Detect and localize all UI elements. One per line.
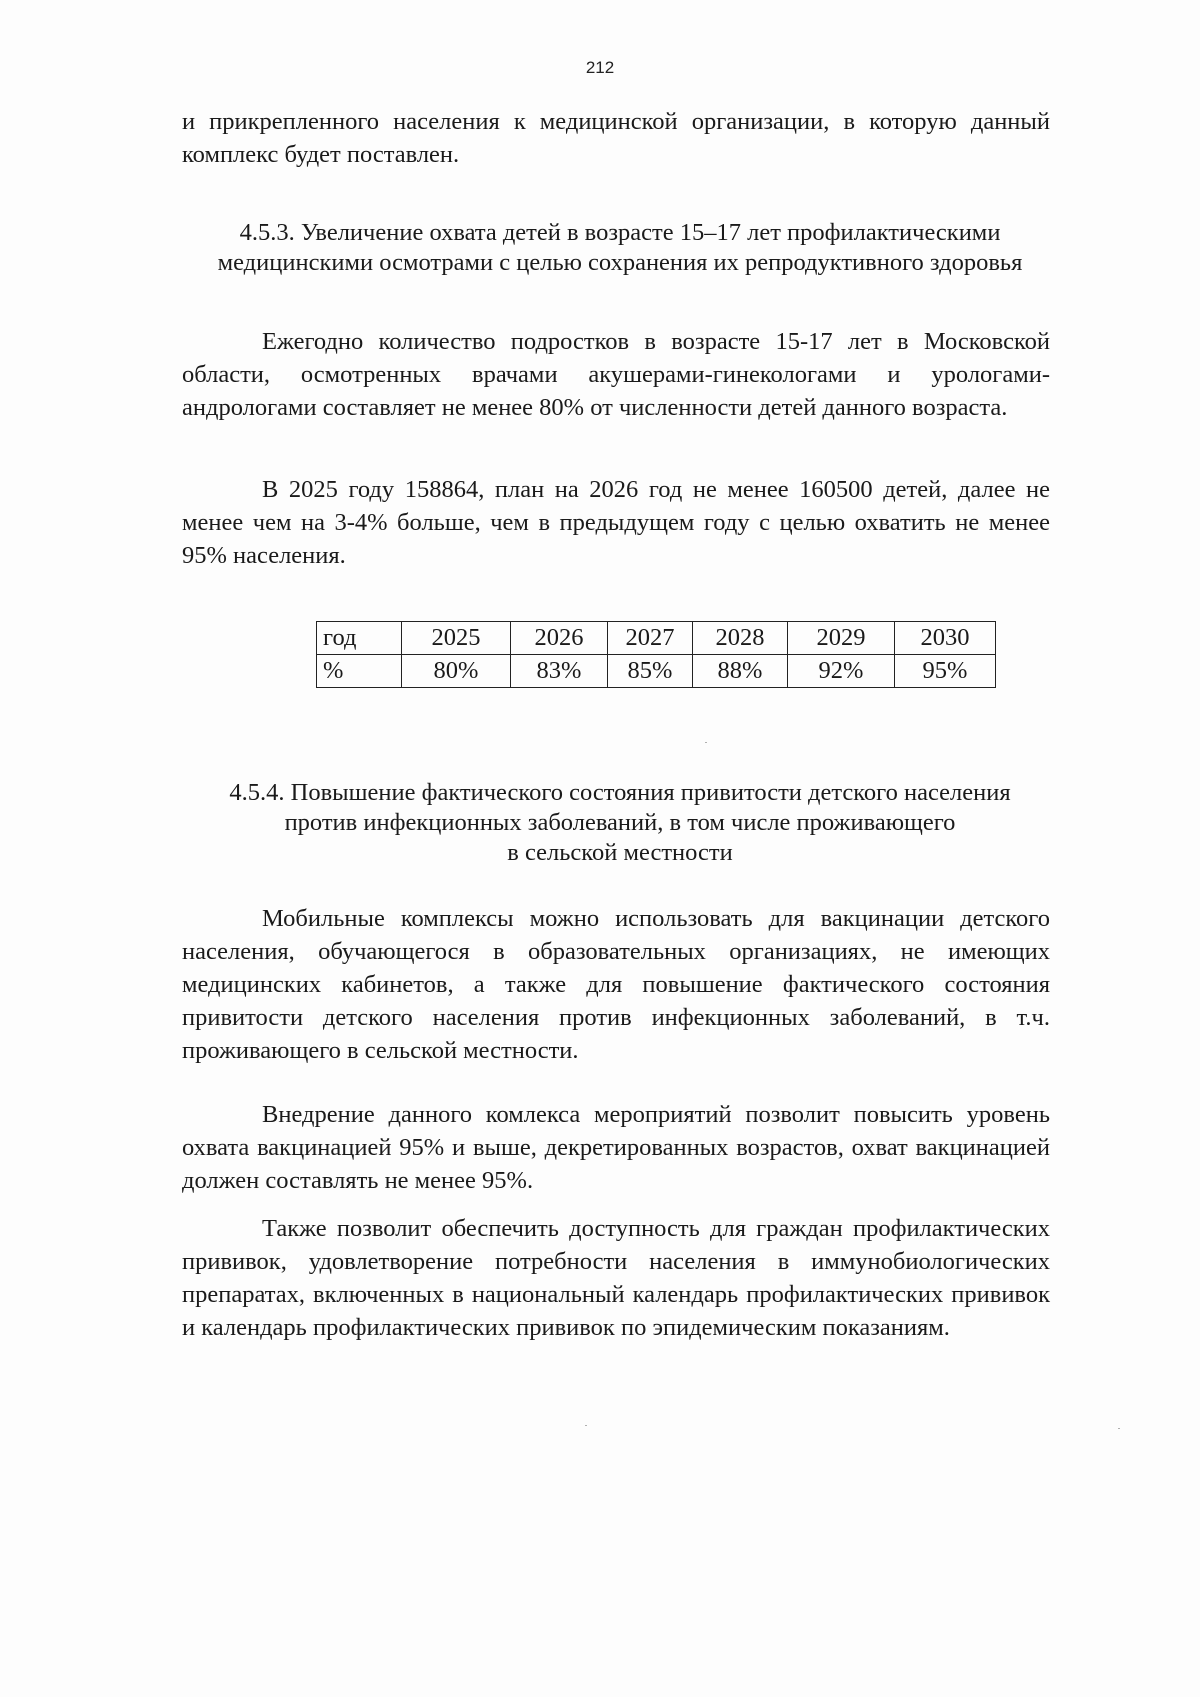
table-cell: 92% [788, 655, 895, 688]
table-cell: 2026 [511, 622, 608, 655]
section-454-paragraph-1: Мобильные комплексы можно использовать для вакцинации детского населения, обучающегося в образовательных организациях, не имеющих медицинских кабинетов, а также для повышение фактического состояния привитости детского населения против инфекционных заболеваний, в т.ч. проживающего в сельской местности. [182, 905, 1050, 1064]
table-cell: 80% [402, 655, 511, 688]
table-cell: 85% [608, 655, 693, 688]
section-453-heading-line1: 4.5.3. Увеличение охвата детей в возрасте 15–17 лет профилактическими [239, 219, 1001, 246]
scan-speck [1118, 1428, 1120, 1429]
table-cell: 2029 [788, 622, 895, 655]
section-453-paragraph-1: Ежегодно количество подростков в возрасте 15-17 лет в Московской области, осмотренных врачами акушерами-гинекологами и урологами-андрологами составляет не менее 80% от численности детей данного возраста. [182, 328, 1050, 421]
section-454-paragraph-3: Также позволит обеспечить доступность для граждан профилактических прививок, удовлетворение потребности населения в иммунобиологических препаратах, включенных в национальный календарь профилактических прививок и календарь профилактических прививок по эпидемическим показаниям. [182, 1215, 1050, 1341]
scan-speck [585, 1425, 587, 1426]
intro-paragraph-text: и прикрепленного населения к медицинской организации, в которую данный комплекс будет поставлен. [182, 108, 1050, 168]
section-453-paragraph-2: В 2025 году 158864, план на 2026 год не менее 160500 детей, далее не менее чем на 3-4% больше, чем в предыдущем году с целью охватить не менее 95% населения. [182, 476, 1050, 569]
table-row [317, 655, 996, 688]
intro-paragraph [182, 105, 1050, 171]
scan-speck [705, 742, 707, 743]
table-header-row [317, 622, 996, 655]
table-cell: 83% [511, 655, 608, 688]
page-number: 212 [585, 58, 615, 77]
table-cell: 2027 [608, 622, 693, 655]
coverage-table [316, 621, 996, 688]
table-cell: год [317, 622, 402, 655]
table-cell: 88% [693, 655, 788, 688]
table-cell: 2028 [693, 622, 788, 655]
section-454-heading-line2: против инфекционных заболеваний, в том числе проживающего [284, 809, 956, 836]
table-cell: 2025 [402, 622, 511, 655]
table-cell: 2030 [895, 622, 996, 655]
section-453-heading-line2: медицинскими осмотрами с целью сохранения их репродуктивного здоровья [217, 249, 1023, 276]
section-453-heading [170, 218, 1070, 278]
table-cell: % [317, 655, 402, 688]
section-454-paragraph-2: Внедрение данного комлекса мероприятий позволит повысить уровень охвата вакцинацией 95% и выше, декретированных возрастов, охват вакцинацией должен составлять не менее 95%. [182, 1101, 1050, 1194]
section-454-heading [170, 778, 1070, 868]
table-cell: 95% [895, 655, 996, 688]
section-454-heading-line1: 4.5.4. Повышение фактического состояния привитости детского населения [229, 779, 1011, 806]
section-454-heading-line3: в сельской местности [507, 839, 733, 866]
